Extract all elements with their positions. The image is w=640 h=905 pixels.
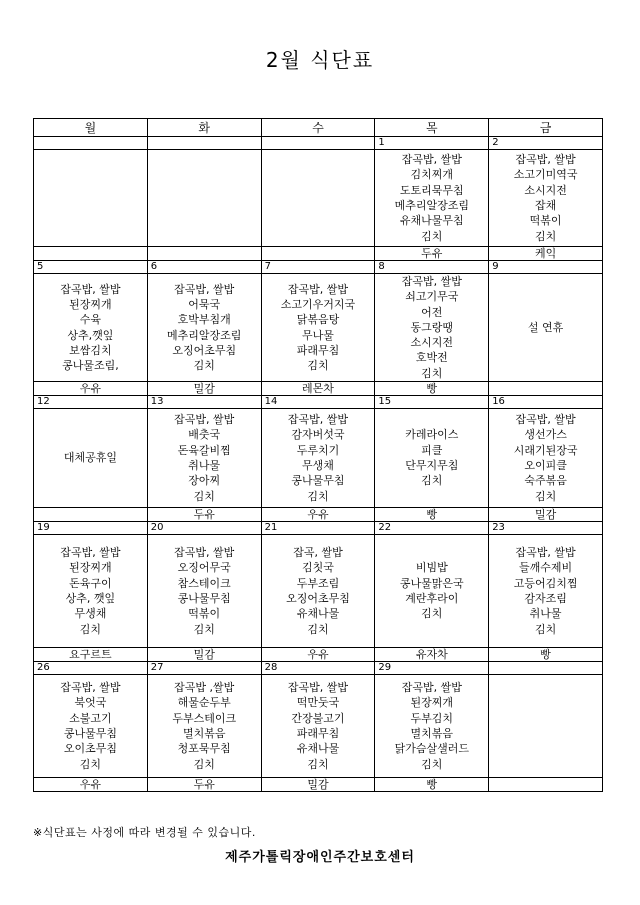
menu-item: 오이초무침 [63, 742, 117, 756]
menu-item: 카레라이스 [405, 428, 459, 442]
date-cell: 5 [34, 261, 148, 274]
menu-item: 멸치볶음 [182, 727, 226, 741]
menu-item: 시래기된장국 [513, 443, 578, 457]
date-cell: 22 [375, 522, 489, 535]
snack-cell [34, 247, 148, 261]
menu-item: 단무지무침 [405, 459, 459, 473]
menu-item: 두루치기 [296, 443, 340, 457]
weekday-header: 화 [147, 119, 261, 137]
date-cell: 2 [489, 137, 603, 150]
menu-item: 떡만둣국 [296, 696, 340, 710]
date-cell: 27 [147, 662, 261, 675]
snack-cell [147, 247, 261, 261]
menu-item: 잡곡밥, 쌀밥 [401, 153, 462, 167]
menu-item: 닭볶음탕 [296, 313, 340, 327]
date-cell: 12 [34, 396, 148, 409]
menu-item: 청포묵무침 [177, 742, 231, 756]
meal-cell [147, 535, 261, 648]
menu-item: 장아찌 [188, 474, 221, 488]
menu-item: 소불고기 [69, 711, 112, 725]
menu-item: 호박부침개 [177, 313, 231, 327]
date-cell: 16 [489, 396, 603, 409]
menu-item: 보쌈김치 [69, 343, 112, 357]
snack-row [34, 778, 603, 792]
snack-cell: 우유 [34, 778, 148, 792]
date-cell [34, 137, 148, 150]
weekday-header: 수 [261, 119, 375, 137]
menu-item: 쇠고기무국 [405, 290, 459, 304]
meal-row [34, 274, 603, 382]
menu-item: 김치 [193, 489, 215, 503]
meal-cell [375, 274, 489, 382]
menu-item: 김치찌개 [410, 168, 454, 182]
snack-row [34, 247, 603, 261]
snack-cell: 빵 [375, 778, 489, 792]
menu-item: 호박전 [415, 351, 448, 365]
menu-item: 김치 [534, 622, 557, 636]
meal-cell [261, 535, 375, 648]
page-title: 2월 식단표 [265, 48, 375, 72]
menu-item: 잡곡밥, 쌀밥 [60, 681, 121, 695]
menu-item: 닭가슴살샐러드 [394, 742, 469, 756]
menu-item: 소시지전 [524, 183, 567, 197]
date-cell [261, 137, 375, 150]
meal-cell [261, 150, 375, 247]
menu-item: 잡곡밥, 쌀밥 [174, 413, 235, 427]
date-cell: 19 [34, 522, 148, 535]
snack-row [34, 508, 603, 522]
meal-cell [261, 274, 375, 382]
date-row [34, 522, 603, 535]
menu-item: 김치 [534, 229, 557, 243]
menu-item: 잡곡밥, 쌀밥 [515, 546, 576, 560]
menu-item: 감자조림 [524, 592, 567, 606]
menu-item: 잡곡밥, 쌀밥 [60, 282, 121, 296]
menu-item: 김치 [421, 607, 443, 621]
menu-item: 김치 [307, 359, 329, 373]
snack-cell: 우유 [261, 508, 375, 522]
snack-cell: 두유 [375, 247, 489, 261]
menu-item: 김치 [79, 757, 102, 771]
menu-item: 콩나물무침 [177, 592, 231, 606]
weekday-header: 목 [375, 119, 489, 137]
menu-item: 된장찌개 [69, 561, 112, 575]
meal-cell [489, 150, 603, 247]
menu-item: 북엇국 [74, 696, 107, 710]
meal-cell [34, 535, 148, 648]
snack-cell: 밀감 [147, 648, 261, 662]
snack-cell: 요구르트 [34, 648, 148, 662]
snack-cell: 빵 [489, 648, 603, 662]
weekday-header: 금 [489, 119, 603, 137]
menu-item: 파래무침 [296, 343, 340, 357]
meal-cell [147, 675, 261, 778]
meal-cell [375, 409, 489, 508]
menu-item: 오징어초무침 [286, 592, 350, 606]
menu-item: 고등어김치찜 [513, 576, 578, 590]
menu-item: 콩나물무침 [63, 727, 117, 741]
snack-cell [489, 382, 603, 396]
meal-row [34, 675, 603, 778]
snack-cell: 우유 [261, 648, 375, 662]
menu-item: 콩나물무침 [291, 474, 345, 488]
menu-item: 간장불고기 [291, 711, 345, 725]
menu-item: 대체공휴일 [63, 451, 117, 465]
menu-item: 파래무침 [296, 727, 340, 741]
meal-cell [34, 150, 148, 247]
date-cell [147, 137, 261, 150]
snack-cell: 밀감 [489, 508, 603, 522]
snack-cell [34, 508, 148, 522]
menu-item: 돈육갈비찜 [177, 443, 231, 457]
meal-row [34, 535, 603, 648]
menu-item: 도토리묵무침 [399, 183, 464, 197]
menu-item: 멸치볶음 [410, 727, 454, 741]
meal-cell [147, 150, 261, 247]
menu-item: 무생채 [74, 607, 107, 621]
menu-item: 김칫국 [302, 561, 334, 575]
menu-item: 숙주볶음 [524, 474, 567, 488]
menu-item: 김치 [79, 622, 102, 636]
date-cell: 29 [375, 662, 489, 675]
menu-item: 무나물 [302, 328, 334, 342]
menu-item: 잡곡밥 ,쌀밥 [174, 681, 235, 695]
date-cell: 1 [375, 137, 489, 150]
menu-item: 된장찌개 [69, 297, 112, 311]
menu-item: 소고기우거지국 [280, 297, 356, 311]
menu-item: 잡곡밥, 쌀밥 [515, 413, 576, 427]
menu-item: 메추리알장조림 [167, 328, 242, 342]
snack-cell: 밀감 [261, 778, 375, 792]
snack-cell: 유자차 [375, 648, 489, 662]
snack-cell: 빵 [375, 508, 489, 522]
change-notice: ※식단표는 사정에 따라 변경될 수 있습니다. [33, 826, 256, 839]
menu-item: 떡볶이 [188, 607, 221, 621]
menu-item: 메추리알장조림 [394, 199, 469, 212]
menu-item: 상추, 깻잎 [65, 592, 116, 606]
menu-item: 김치 [307, 489, 329, 503]
menu-item: 들깨수제비 [519, 561, 573, 575]
meal-cell [489, 409, 603, 508]
date-cell: 6 [147, 261, 261, 274]
menu-item: 취나물 [188, 459, 221, 473]
snack-cell [261, 247, 375, 261]
meal-cell [34, 409, 148, 508]
menu-item: 잡곡밥, 쌀밥 [401, 275, 462, 288]
menu-item: 생선가스 [524, 428, 567, 442]
snack-cell: 케익 [489, 247, 603, 261]
menu-item: 오징어초무침 [172, 343, 237, 357]
menu-item: 김치 [534, 489, 557, 503]
menu-item: 두부김치 [410, 711, 454, 725]
meal-row [34, 150, 603, 247]
menu-item: 배춧국 [188, 428, 221, 442]
menu-item: 유채나물무침 [399, 214, 464, 228]
meal-cell [261, 409, 375, 508]
date-row [34, 137, 603, 150]
menu-item: 김치 [307, 622, 329, 636]
snack-cell: 밀감 [147, 382, 261, 396]
date-cell: 9 [489, 261, 603, 274]
date-cell: 8 [375, 261, 489, 274]
menu-item: 감자버섯국 [291, 428, 345, 442]
menu-item: 피클 [421, 443, 443, 457]
date-cell: 20 [147, 522, 261, 535]
menu-item: 떡볶이 [529, 214, 562, 228]
date-row [34, 662, 603, 675]
date-cell: 26 [34, 662, 148, 675]
menu-item: 상추,깻잎 [67, 328, 114, 342]
weekday-header: 월 [34, 119, 148, 137]
menu-item: 잡곡밥, 쌀밥 [60, 546, 121, 560]
meal-cell [375, 675, 489, 778]
menu-item: 오징어무국 [177, 561, 231, 575]
meal-cell [375, 150, 489, 247]
menu-item: 설 연휴 [527, 320, 564, 334]
date-cell: 14 [261, 396, 375, 409]
weekday-header-row [34, 119, 603, 137]
meal-cell [147, 409, 261, 508]
menu-item: 소고기미역국 [513, 168, 578, 182]
menu-item: 잡곡밥, 쌀밥 [287, 282, 349, 296]
meal-cell [34, 675, 148, 778]
menu-item: 김치 [421, 366, 443, 380]
meal-cell [489, 274, 603, 382]
menu-item: 김치 [193, 622, 215, 636]
date-row [34, 396, 603, 409]
meal-cell [375, 535, 489, 648]
menu-item: 김치 [193, 359, 215, 373]
menu-item: 콩나물맑은국 [399, 576, 464, 590]
snack-row [34, 382, 603, 396]
date-cell: 13 [147, 396, 261, 409]
date-cell: 23 [489, 522, 603, 535]
meal-cell [261, 675, 375, 778]
menu-item: 취나물 [529, 607, 562, 621]
menu-item: 유채나물 [296, 742, 340, 756]
menu-item: 잡곡밥, 쌀밥 [287, 681, 349, 695]
menu-item: 잡곡밥, 쌀밥 [174, 282, 235, 296]
menu-item: 김치 [421, 229, 443, 243]
snack-row [34, 648, 603, 662]
meal-cell [489, 675, 603, 778]
menu-item: 잡곡밥, 쌀밥 [174, 546, 235, 560]
menu-item: 해물순두부 [177, 696, 231, 710]
menu-item: 돈육구이 [69, 576, 112, 590]
menu-item: 잡곡, 쌀밥 [293, 546, 343, 560]
menu-item: 김치 [193, 757, 215, 771]
menu-item: 무생채 [302, 459, 334, 473]
menu-item: 유채나물 [296, 607, 340, 621]
menu-item: 김치 [307, 757, 329, 771]
menu-table [33, 118, 603, 792]
meal-cell [147, 274, 261, 382]
menu-item: 김치 [421, 474, 443, 488]
menu-item: 잡곡밥, 쌀밥 [515, 153, 576, 167]
menu-item: 수육 [79, 313, 102, 327]
date-cell: 21 [261, 522, 375, 535]
date-cell: 28 [261, 662, 375, 675]
menu-item: 비빔밥 [415, 561, 448, 575]
snack-cell: 빵 [375, 382, 489, 396]
menu-item: 김치 [421, 757, 443, 771]
meal-row [34, 409, 603, 508]
menu-item: 소시지전 [410, 336, 454, 350]
menu-item: 두부스테이크 [172, 711, 237, 725]
menu-item: 어묵국 [188, 297, 221, 311]
menu-item: 된장찌개 [410, 696, 454, 710]
menu-item: 잡채 [534, 199, 557, 212]
menu-item: 계란후라이 [405, 592, 459, 606]
menu-item: 동그랑땡 [410, 320, 454, 334]
menu-item: 잡곡밥, 쌀밥 [401, 681, 462, 695]
meal-cell [489, 535, 603, 648]
menu-item: 두부조림 [296, 576, 340, 590]
snack-cell: 두유 [147, 508, 261, 522]
date-cell [489, 662, 603, 675]
snack-cell: 우유 [34, 382, 148, 396]
menu-item: 오이피클 [524, 459, 567, 473]
menu-item: 참스테이크 [177, 576, 231, 590]
meal-cell [34, 274, 148, 382]
date-cell: 7 [261, 261, 375, 274]
date-row [34, 261, 603, 274]
snack-cell [489, 778, 603, 792]
menu-item: 어전 [421, 305, 443, 319]
snack-cell: 두유 [147, 778, 261, 792]
date-cell: 15 [375, 396, 489, 409]
menu-item: 잡곡밥, 쌀밥 [287, 413, 349, 427]
menu-item: 콩나물조림, [62, 359, 119, 373]
organization-name: 제주가톨릭장애인주간보호센터 [225, 850, 415, 865]
snack-cell: 레몬차 [261, 382, 375, 396]
